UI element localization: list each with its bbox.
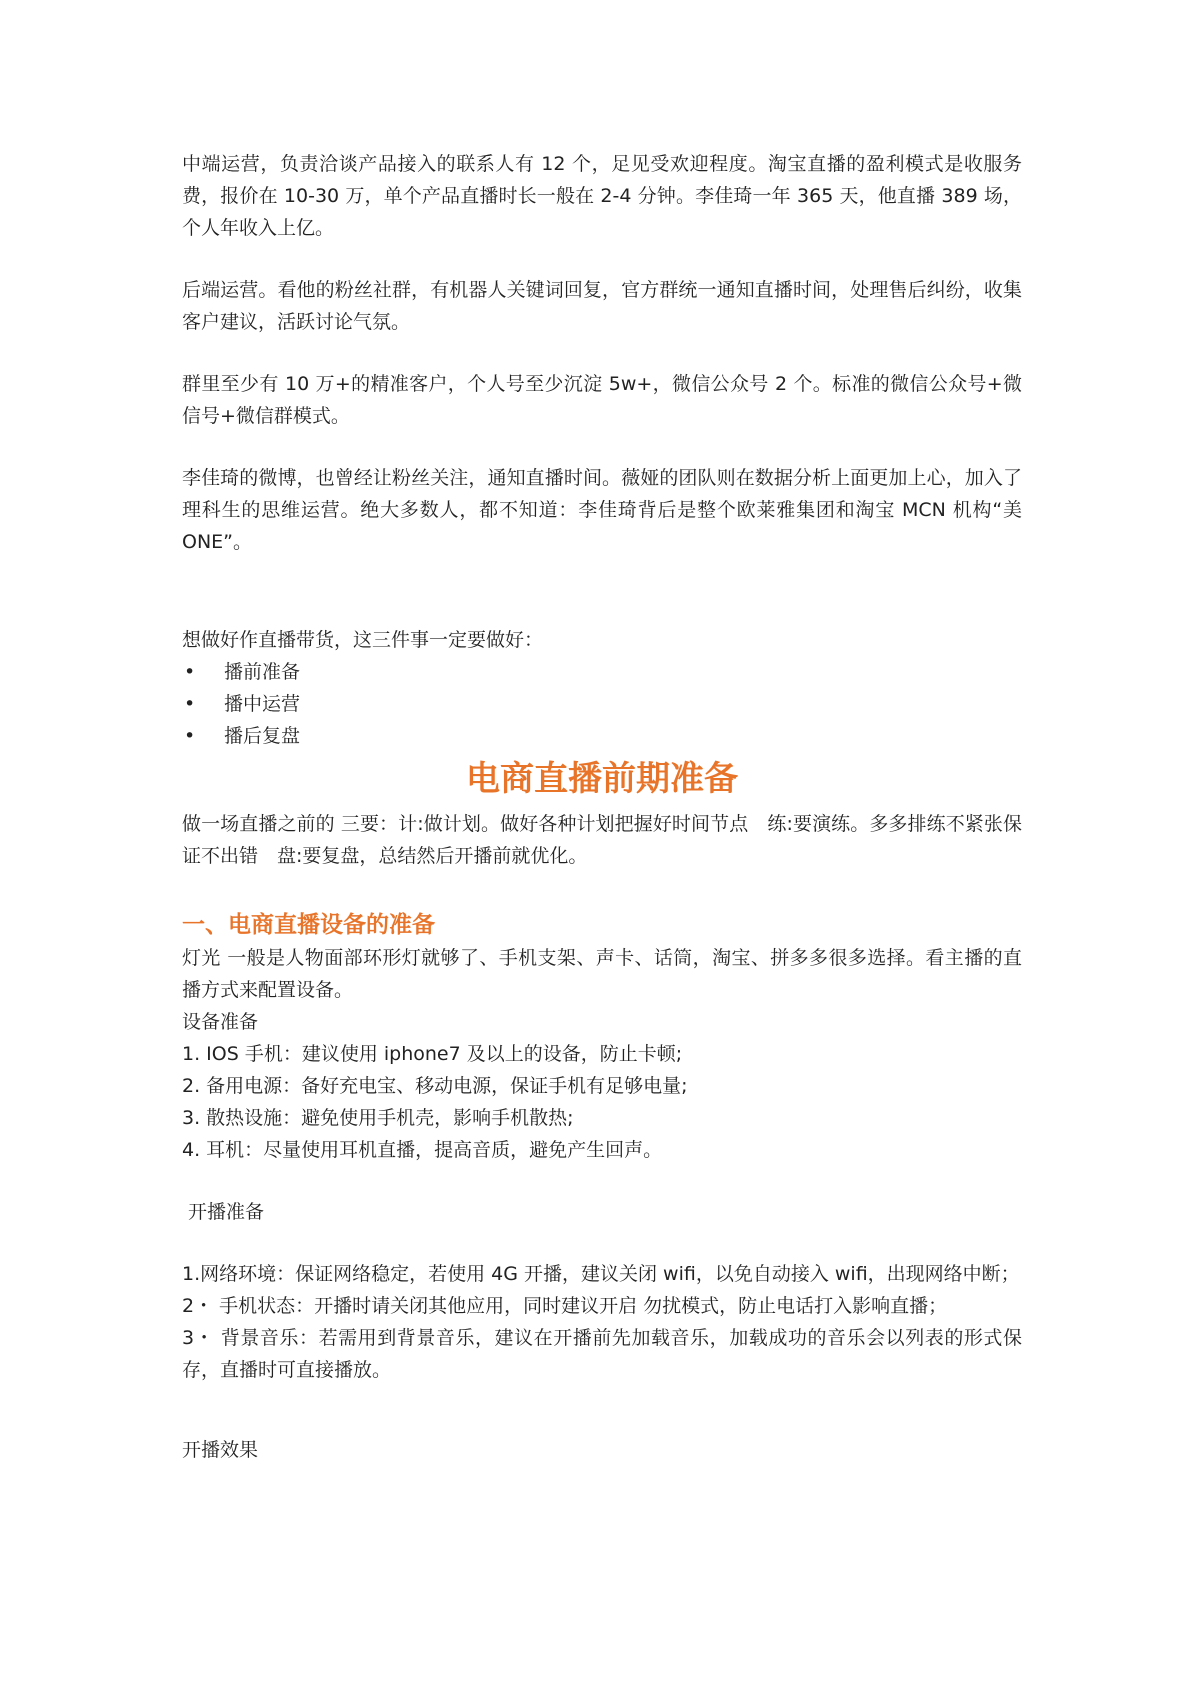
section-heading-start-prep: 开播准备 (188, 1201, 265, 1223)
equipment-item: 1. IOS 手机：建议使用 iphone7 及以上的设备，防止卡顿; (182, 1043, 683, 1065)
paragraph-weibo: 李佳琦的微博，也曾经让粉丝关注，通知直播时间。薇娅的团队则在数据分析上面更加上心，加入了理科生的思维运营。绝大多数人，都不知道：李佳琦背后是整个欧莱雅集团和淘宝 MCN 机构“美 ONE”。 (182, 467, 1022, 553)
paragraph-back-operations: 后端运营。看他的粉丝社群，有机器人关键词回复，官方群统一通知直播时间，处理售后纠纷，收集客户建议，活跃讨论气氛。 (182, 279, 1022, 333)
page-title: 电商直播前期准备 (466, 759, 738, 799)
equipment-description: 灯光 一般是人物面部环形灯就够了、手机支架、声卡、话筒，淘宝、拼多多很多选择。看主播的直播方式来配置设备。 (182, 947, 1022, 1001)
equipment-item: 4. 耳机：尽量使用耳机直播，提高音质，避免产生回声。 (182, 1139, 663, 1161)
section-heading-equipment: 一、电商直播设备的准备 (182, 912, 435, 938)
bullet-icon: • (184, 725, 196, 747)
start-prep-item: 1.网络环境：保证网络稳定，若使用 4G 开播，建议关闭 wifi，以免自动接入 wifi，出现网络中断； (182, 1263, 1020, 1285)
document-page (182, 148, 1022, 1466)
paragraph-three-things: 想做好作直播带货，这三件事一定要做好： (182, 629, 544, 651)
intro-paragraph: 做一场直播之前的 三要：计:做计划。做好各种计划把握好时间节点 练:要演练。多多排练不紧张保证不出错 盘:要复盘，总结然后开播前就优化。 (182, 813, 1022, 867)
section-heading-start-effect: 开播效果 (182, 1439, 259, 1461)
start-prep-item: 3・ 背景音乐：若需用到背景音乐，建议在开播前先加载音乐，加载成功的音乐会以列表的形式保存，直播时可直接播放。 (182, 1327, 1022, 1381)
bullet-icon: • (184, 661, 196, 683)
bullet-list (182, 656, 1022, 752)
paragraph-mid-operations: 中端运营，负责洽谈产品接入的联系人有 12 个，足见受欢迎程度。淘宝直播的盈利模式是收服务费，报价在 10-30 万，单个产品直播时长一般在 2-4 分钟。李佳琦一年 365 天，他直播 389 场，个人年收入上亿。 (182, 153, 1022, 239)
list-item: • 播前准备 (182, 656, 1022, 688)
list-item: • 播中运营 (182, 688, 1022, 720)
start-prep-item: 2・ 手机状态：开播时请关闭其他应用，同时建议开启 勿扰模式，防止电话打入影响直播； (182, 1295, 948, 1317)
list-item: • 播后复盘 (182, 720, 1022, 752)
bullet-icon: • (184, 693, 196, 715)
equipment-subheading: 设备准备 (182, 1011, 259, 1033)
equipment-item: 2. 备用电源：备好充电宝、移动电源，保证手机有足够电量; (182, 1075, 688, 1097)
equipment-item: 3. 散热设施：避免使用手机壳，影响手机散热; (182, 1107, 574, 1129)
paragraph-customers: 群里至少有 10 万+的精准客户，个人号至少沉淀 5w+，微信公众号 2 个。标准的微信公众号+微信号+微信群模式。 (182, 373, 1022, 427)
